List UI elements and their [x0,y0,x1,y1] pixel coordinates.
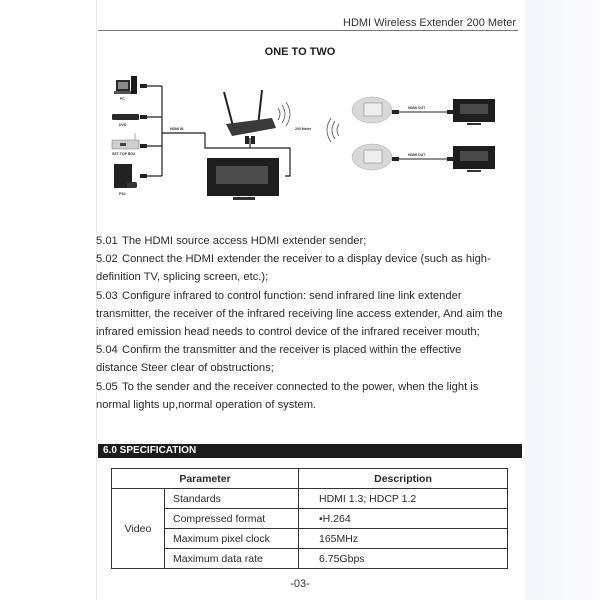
step-text: distance Steer clear of obstructions; [96,362,274,375]
transmitter-icon [224,90,276,144]
table-row [112,529,508,549]
source-label: PC [120,97,125,101]
step-number: 5.02 [96,253,118,266]
tv-icon [453,99,495,125]
table-header-row [112,469,508,489]
page-shadow [525,0,600,600]
parameter-cell: Maximum pixel clock [165,529,299,549]
instruction-list [96,232,526,414]
header-description: Description [299,469,508,489]
hdmi-connector [392,110,399,114]
page-number: -03- [290,578,310,590]
instruction-step [96,287,526,342]
header-title: HDMI Wireless Extender 200 Meter [343,17,516,29]
parameter-cell: Maximum data rate [165,549,299,569]
step-text: Configure infrared to control function: send infrared line link extender [122,289,462,302]
hdmi-out-label: HDMI OUT [408,153,426,157]
game-console-icon [114,164,137,188]
parameter-cell: Standards [165,489,299,509]
step-text: Connect the HDMI extender the receiver to a display device (such as high- [122,253,491,266]
step-number: 5.03 [96,289,118,302]
section-title: ONE TO TWO [264,46,336,58]
hdmi-out-cables [394,112,452,159]
table-row [112,549,508,569]
source-label: PS4 [119,192,126,196]
step-text: aim the infrared emission head needs to control device of the infrared [96,307,503,339]
step-text: transmitter, the receiver of the infrared receiving line access extender, And [96,307,463,320]
header-parameter: Parameter [112,469,299,489]
receiver-icon [352,97,392,123]
instruction-step [96,378,526,414]
specification-heading: 6.0 SPECIFICATION [98,444,522,458]
step-text: The HDMI source access HDMI extender sender; [122,235,367,247]
description-cell: HDMI 1.3; HDCP 1.2 [299,489,508,509]
step-text: To the sender and the receiver connected to the power, when the light is [122,380,479,393]
source-label: SET-TOP BOX [112,152,136,156]
tv-icon [207,158,279,200]
tv-icon [453,146,495,172]
step-number: 5.01 [96,235,118,247]
parameter-cell: Compressed format [165,509,299,529]
specification-table [111,468,508,569]
hdmi-connectors [140,84,147,178]
step-number: 5.05 [96,380,118,393]
step-number: 5.04 [96,344,118,357]
category-cell: Video [112,489,165,569]
step-text: definition TV, splicing screen, etc.); [96,271,269,284]
hdmi-connector [447,110,454,114]
hdmi-connector [392,157,399,161]
instruction-step [96,341,526,377]
wifi-signal-icon [327,118,339,142]
step-text: normal lights up,normal operation of system. [96,398,317,411]
hdmi-out-label: HDMI OUT [408,106,426,110]
computer-icon [114,76,137,94]
description-cell: 6.75Gbps [299,549,508,569]
dvd-player-icon [112,114,139,120]
receiver-icon [352,144,392,170]
hdmi-connector [447,157,454,161]
step-text: Confirm the transmitter and the receiver is placed within the effective [122,344,462,357]
source-label: DVD [119,123,127,127]
header-rule [98,30,518,31]
distance-label: 200 Meter [295,127,312,131]
hdmi-in-label: HDMI IN [170,127,184,131]
description-cell: •H.264 [299,509,508,529]
table-row [112,489,508,509]
set-top-box-icon [112,133,139,149]
step-text: receiver mouth; [402,326,480,339]
table-row [112,509,508,529]
connection-diagram [100,70,520,220]
wifi-signal-icon [278,102,290,126]
instruction-step [96,232,526,250]
instruction-step [96,250,526,286]
description-cell: 165MHz [299,529,508,549]
